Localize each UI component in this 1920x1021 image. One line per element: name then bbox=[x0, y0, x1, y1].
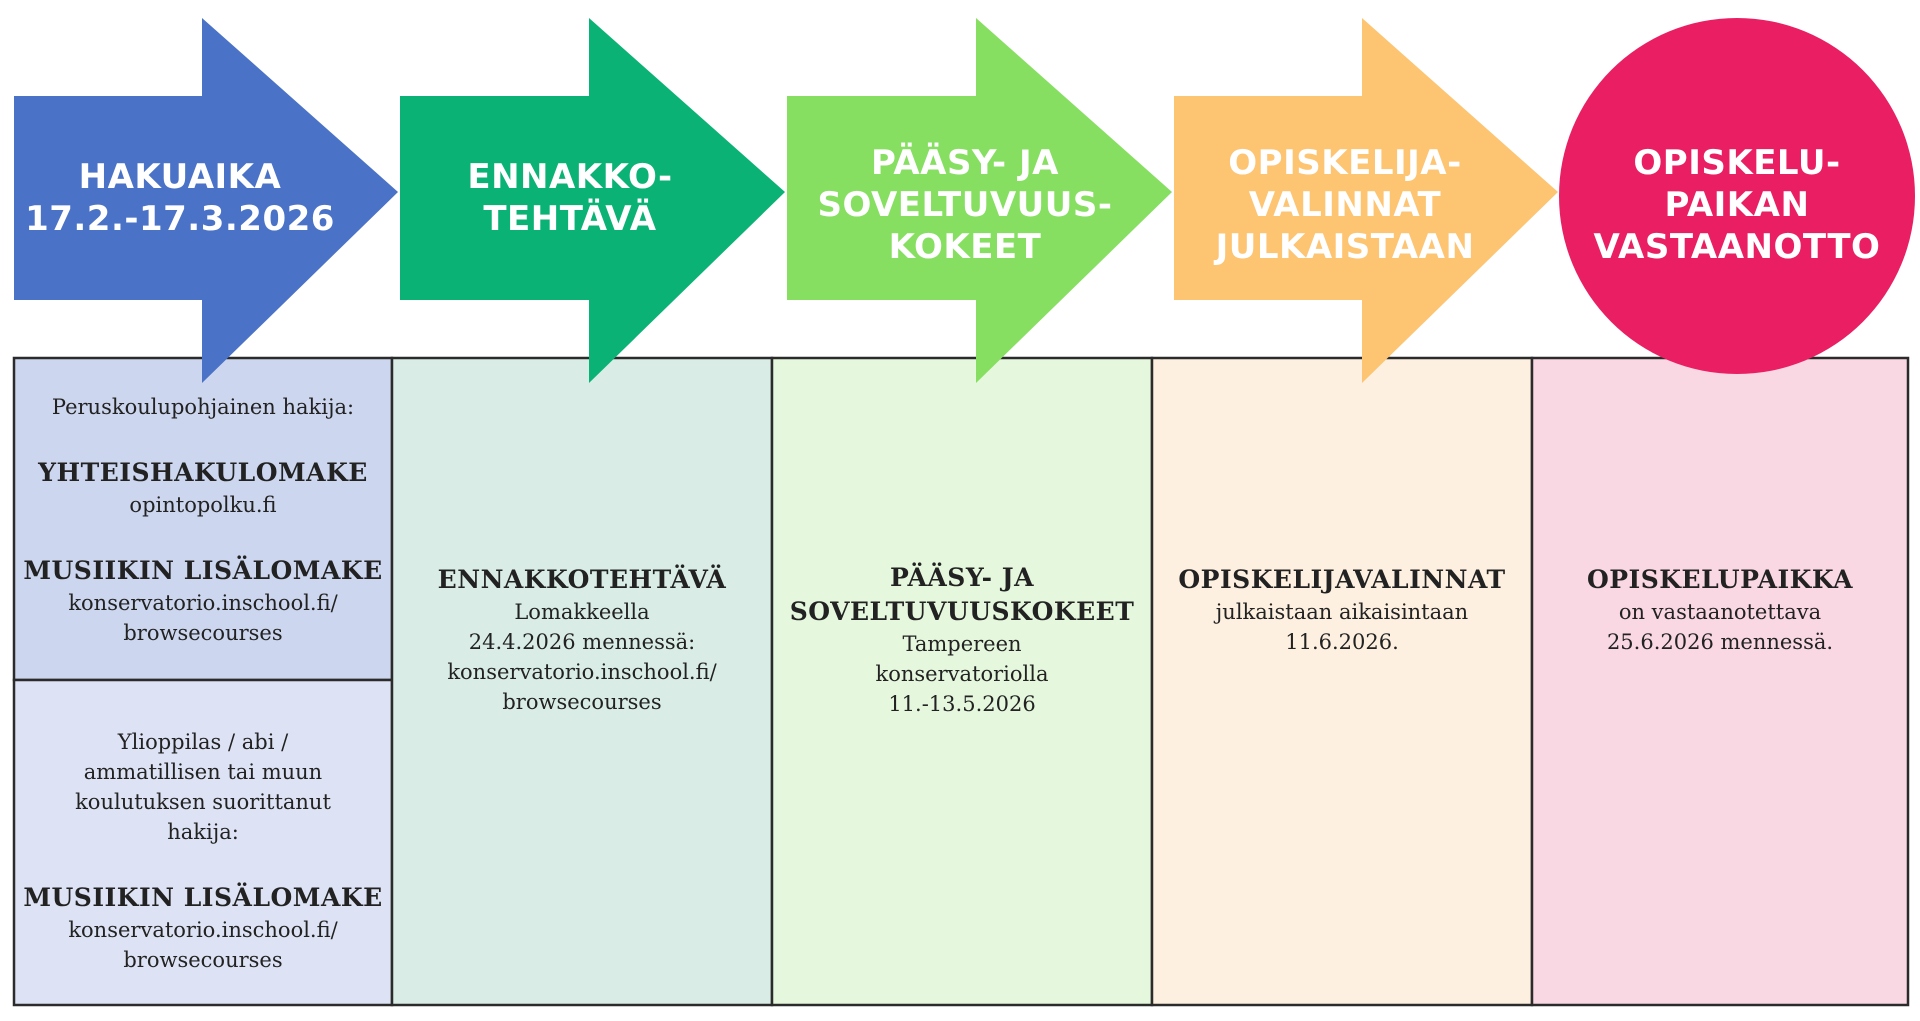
form-title-joint-application: YHTEISHAKULOMAKE bbox=[38, 458, 368, 487]
cell-applicant-other bbox=[14, 716, 392, 986]
form-url-line: browsecourses bbox=[123, 948, 283, 972]
cell-selections-bg bbox=[1152, 358, 1532, 1005]
selections-title: OPISKELIJAVALINNAT bbox=[1178, 565, 1506, 594]
pre-task-line: konservatorio.inschool.fi/ bbox=[447, 660, 717, 684]
applicant-other-intro-line: hakija: bbox=[167, 820, 239, 844]
applicant-other-intro-line: koulutuksen suorittanut bbox=[75, 790, 331, 814]
selections-line: 11.6.2026. bbox=[1285, 630, 1399, 654]
step-heading-line: PÄÄSY- JA bbox=[871, 143, 1059, 183]
form-url-line: konservatorio.inschool.fi/ bbox=[68, 591, 338, 615]
pre-task-line: Lomakkeella bbox=[514, 600, 650, 624]
step-heading-line: HAKUAIKA bbox=[78, 157, 282, 197]
step-heading-line: SOVELTUVUUS- bbox=[817, 185, 1113, 225]
step-heading-acceptance bbox=[1580, 140, 1894, 270]
step-heading-entrance-exams bbox=[800, 140, 1130, 270]
entrance-exams-line: konservatoriolla bbox=[875, 662, 1049, 686]
pre-task-line: 24.4.2026 mennessä: bbox=[468, 630, 696, 654]
step-heading-line: VASTAANOTTO bbox=[1593, 227, 1881, 267]
pre-task-title: ENNAKKOTEHTÄVÄ bbox=[437, 565, 727, 594]
form-url-line: konservatorio.inschool.fi/ bbox=[68, 918, 338, 942]
form-url-line: browsecourses bbox=[123, 621, 283, 645]
cell-selections bbox=[1152, 560, 1532, 660]
step-heading-selections bbox=[1180, 140, 1510, 270]
step-heading-line: ENNAKKO- bbox=[467, 157, 673, 197]
step-heading-line: OPISKELIJA- bbox=[1228, 143, 1462, 183]
step-heading-line: JULKAISTAAN bbox=[1215, 227, 1475, 267]
cell-acceptance bbox=[1532, 560, 1908, 660]
step-heading-line: PAIKAN bbox=[1664, 185, 1810, 225]
entrance-exams-line: Tampereen bbox=[902, 632, 1022, 656]
step-heading-line: 17.2.-17.3.2026 bbox=[25, 199, 335, 239]
applicant-other-intro-line: Ylioppilas / abi / bbox=[117, 730, 289, 754]
form-title-music-supplement: MUSIIKIN LISÄLOMAKE bbox=[23, 883, 383, 912]
cell-acceptance-bg bbox=[1532, 358, 1908, 1005]
acceptance-line: on vastaanotettava bbox=[1618, 600, 1822, 624]
entrance-exams-line: 11.-13.5.2026 bbox=[888, 692, 1036, 716]
form-url-opintopolku: opintopolku.fi bbox=[129, 493, 277, 517]
acceptance-title: OPISKELUPAIKKA bbox=[1586, 565, 1854, 594]
cell-applicant-basic bbox=[14, 390, 392, 650]
step-heading-line: KOKEET bbox=[888, 227, 1042, 267]
entrance-exams-title-line: SOVELTUVUUSKOKEET bbox=[789, 597, 1135, 626]
pre-task-line: browsecourses bbox=[502, 690, 662, 714]
step-heading-line: OPISKELU- bbox=[1633, 143, 1841, 183]
acceptance-line: 25.6.2026 mennessä. bbox=[1606, 630, 1834, 654]
form-title-music-supplement: MUSIIKIN LISÄLOMAKE bbox=[23, 556, 383, 585]
step-heading-pre-task bbox=[420, 150, 720, 246]
step-heading-line: TEHTÄVÄ bbox=[483, 199, 657, 239]
step-heading-line: VALINNAT bbox=[1248, 185, 1442, 225]
selections-line: julkaistaan aikaisintaan bbox=[1215, 600, 1469, 624]
entrance-exams-title-line: PÄÄSY- JA bbox=[890, 563, 1034, 592]
applicant-other-intro-line: ammatillisen tai muun bbox=[83, 760, 323, 784]
applicant-basic-intro: Peruskoulupohjainen hakija: bbox=[51, 395, 355, 419]
cell-entrance-exams bbox=[772, 540, 1152, 740]
step-heading-application-period bbox=[25, 150, 335, 246]
cell-pre-task bbox=[392, 540, 772, 740]
